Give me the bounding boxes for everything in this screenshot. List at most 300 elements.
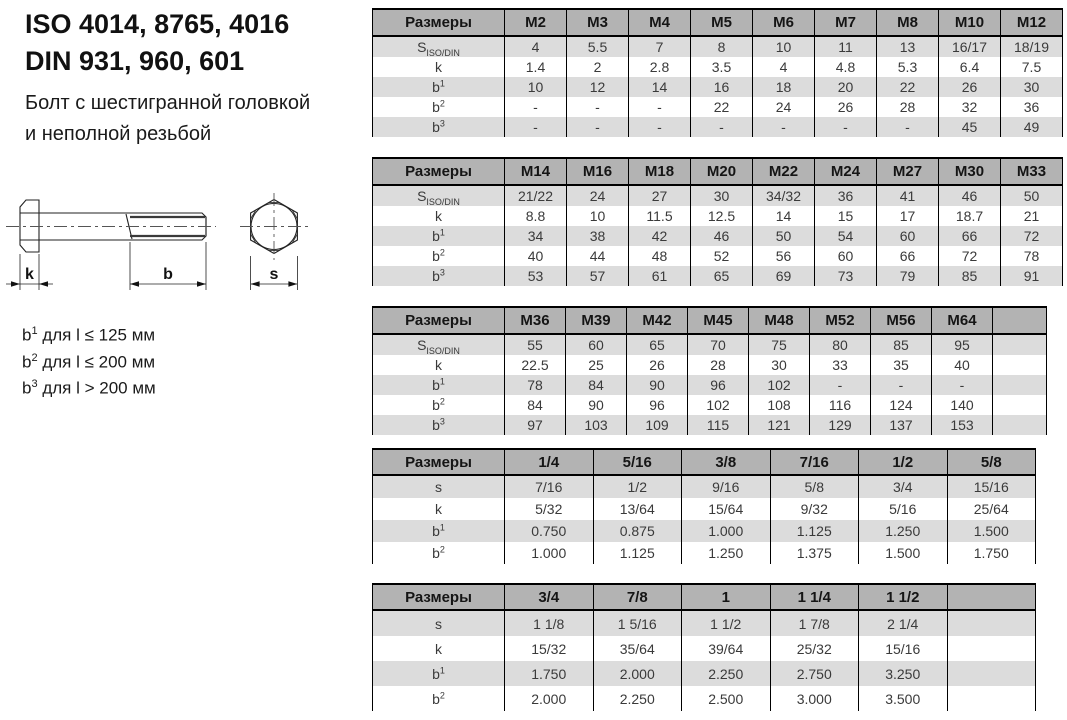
value-cell: 26 [627, 355, 688, 375]
value-cell [993, 355, 1047, 375]
value-cell: 85 [871, 334, 932, 355]
value-cell: 2.250 [593, 686, 682, 711]
value-cell: 57 [567, 266, 629, 286]
dim-label-b: b [163, 266, 173, 283]
value-cell: 72 [939, 246, 1001, 266]
table-row [373, 226, 1063, 246]
value-cell: 30 [749, 355, 810, 375]
value-cell: 28 [877, 97, 939, 117]
value-cell: 30 [691, 185, 753, 206]
value-cell: 3.5 [691, 57, 753, 77]
param-label-cell: $b^2$ [373, 246, 505, 266]
size-header-cell: M2 [505, 9, 567, 36]
value-cell: 7.5 [1001, 57, 1063, 77]
value-cell: 27 [629, 185, 691, 206]
value-cell: 1 7/8 [770, 610, 859, 636]
value-cell: 53 [505, 266, 567, 286]
value-cell: 5.3 [877, 57, 939, 77]
value-cell: - [815, 117, 877, 137]
value-cell: 26 [939, 77, 1001, 97]
param-label-cell: s [373, 610, 505, 636]
value-cell: 16 [691, 77, 753, 97]
value-cell: 10 [567, 206, 629, 226]
value-cell: 3.500 [859, 686, 948, 711]
dimension-table-imperial-3-4-to-1-1-2 [372, 583, 1036, 711]
table-row [373, 97, 1063, 117]
value-cell: 24 [753, 97, 815, 117]
header-row [373, 584, 1036, 610]
table-row [373, 686, 1036, 711]
value-cell: 21/22 [505, 185, 567, 206]
value-cell: 1.500 [947, 520, 1036, 542]
bolt-head-side-view [20, 200, 39, 252]
value-cell: 2.000 [593, 661, 682, 686]
value-cell: 78 [1001, 246, 1063, 266]
param-label-cell: $b^2$ [373, 97, 505, 117]
value-cell: 115 [688, 415, 749, 435]
size-header-cell: M12 [1001, 9, 1063, 36]
value-cell: 56 [753, 246, 815, 266]
value-cell: 40 [932, 355, 993, 375]
param-label-cell: $b^1$ [373, 661, 505, 686]
param-label-cell: $b^2$ [373, 542, 505, 564]
subtitle-line-2: и неполной резьбой [25, 123, 212, 145]
table-row [373, 475, 1036, 498]
value-cell: 84 [566, 375, 627, 395]
table-row [373, 415, 1047, 435]
value-cell: 18 [753, 77, 815, 97]
value-cell: 55 [505, 334, 566, 355]
value-cell: - [567, 97, 629, 117]
value-cell: 14 [753, 206, 815, 226]
value-cell: 13 [877, 36, 939, 57]
thread-length-footnotes [22, 320, 156, 400]
value-cell: - [567, 117, 629, 137]
value-cell: 124 [871, 395, 932, 415]
size-header-cell: 1 [682, 584, 771, 610]
value-cell: 129 [810, 415, 871, 435]
value-cell [947, 610, 1036, 636]
value-cell: 85 [939, 266, 1001, 286]
value-cell: 102 [749, 375, 810, 395]
value-cell: 60 [877, 226, 939, 246]
size-header-cell: M27 [877, 158, 939, 185]
size-header-cell: M20 [691, 158, 753, 185]
value-cell: 18/19 [1001, 36, 1063, 57]
value-cell: 109 [627, 415, 688, 435]
value-cell: 44 [567, 246, 629, 266]
value-cell: 4.8 [815, 57, 877, 77]
size-header-cell [993, 307, 1047, 334]
value-cell: 65 [691, 266, 753, 286]
value-cell: 7 [629, 36, 691, 57]
value-cell: - [691, 117, 753, 137]
size-header-cell: 3/4 [505, 584, 594, 610]
table-row [373, 661, 1036, 686]
value-cell: 97 [505, 415, 566, 435]
value-cell: 3.000 [770, 686, 859, 711]
value-cell: 72 [1001, 226, 1063, 246]
size-header-cell: 1/2 [859, 449, 948, 475]
value-cell: 102 [688, 395, 749, 415]
size-header-cell: M36 [505, 307, 566, 334]
param-label-cell: k [373, 355, 505, 375]
size-header-cell: 1/4 [505, 449, 594, 475]
value-cell: 38 [567, 226, 629, 246]
param-label-cell: k [373, 206, 505, 226]
value-cell: 103 [566, 415, 627, 435]
value-cell: 36 [1001, 97, 1063, 117]
value-cell: 34 [505, 226, 567, 246]
size-header-cell: M14 [505, 158, 567, 185]
size-header-cell: M7 [815, 9, 877, 36]
size-header-cell: M8 [877, 9, 939, 36]
table-row [373, 246, 1063, 266]
params-header-cell: Размеры [373, 9, 505, 36]
value-cell: 12 [567, 77, 629, 97]
value-cell: 21 [1001, 206, 1063, 226]
dim-label-s: s [269, 266, 279, 283]
table-row [373, 498, 1036, 520]
size-header-cell: M30 [939, 158, 1001, 185]
value-cell: 33 [810, 355, 871, 375]
value-cell: 30 [1001, 77, 1063, 97]
value-cell: 10 [505, 77, 567, 97]
value-cell: 90 [627, 375, 688, 395]
value-cell: 6.4 [939, 57, 1001, 77]
header-row [373, 449, 1036, 475]
value-cell: 84 [505, 395, 566, 415]
value-cell: 2 [567, 57, 629, 77]
value-cell: 49 [1001, 117, 1063, 137]
table-row [373, 542, 1036, 564]
value-cell: 140 [932, 395, 993, 415]
param-label-cell: $S_{ISO/DIN}$ [373, 334, 505, 355]
value-cell: 24 [567, 185, 629, 206]
param-label-cell: k [373, 57, 505, 77]
bolt-diagram [2, 190, 347, 315]
value-cell: 1.4 [505, 57, 567, 77]
value-cell: 121 [749, 415, 810, 435]
params-header-cell: Размеры [373, 449, 505, 475]
value-cell [993, 415, 1047, 435]
value-cell: 1 1/2 [682, 610, 771, 636]
value-cell: 73 [815, 266, 877, 286]
value-cell [947, 636, 1036, 661]
value-cell: 1.375 [770, 542, 859, 564]
value-cell: 15/32 [505, 636, 594, 661]
value-cell: - [810, 375, 871, 395]
value-cell: - [871, 375, 932, 395]
value-cell: 1 5/16 [593, 610, 682, 636]
params-header-cell: Размеры [373, 158, 505, 185]
value-cell [993, 375, 1047, 395]
size-header-cell: M3 [567, 9, 629, 36]
table-row [373, 395, 1047, 415]
value-cell: 15/16 [947, 475, 1036, 498]
dimension-table-metric-m36-m64 [372, 306, 1047, 435]
size-header-cell: 7/16 [770, 449, 859, 475]
param-label-cell: $b^2$ [373, 395, 505, 415]
value-cell: 16/17 [939, 36, 1001, 57]
value-cell: 15/16 [859, 636, 948, 661]
value-cell: 70 [688, 334, 749, 355]
value-cell: 2.250 [682, 661, 771, 686]
header-row [373, 307, 1047, 334]
size-header-cell: M42 [627, 307, 688, 334]
value-cell: 3.250 [859, 661, 948, 686]
value-cell: 1.750 [947, 542, 1036, 564]
footnote: $b^3$ для l > 200 мм [22, 378, 156, 398]
size-header-cell: M64 [932, 307, 993, 334]
value-cell: 32 [939, 97, 1001, 117]
value-cell: 8 [691, 36, 753, 57]
table-row [373, 36, 1063, 57]
value-cell: 4 [753, 57, 815, 77]
value-cell: 9/16 [682, 475, 771, 498]
header-row [373, 9, 1063, 36]
page-subtitle [25, 88, 310, 150]
value-cell: 10 [753, 36, 815, 57]
header-row [373, 158, 1063, 185]
value-cell: 1.000 [505, 542, 594, 564]
value-cell: 25 [566, 355, 627, 375]
value-cell: 12.5 [691, 206, 753, 226]
value-cell: 75 [749, 334, 810, 355]
value-cell: 0.750 [505, 520, 594, 542]
value-cell [993, 334, 1047, 355]
param-label-cell: $b^1$ [373, 77, 505, 97]
size-header-cell: M33 [1001, 158, 1063, 185]
size-header-cell: 5/8 [947, 449, 1036, 475]
value-cell: 95 [932, 334, 993, 355]
bolt-head-end-view [240, 193, 308, 260]
value-cell: 50 [753, 226, 815, 246]
value-cell: 18.7 [939, 206, 1001, 226]
title-iso-line: ISO 4014, 8765, 4016 [25, 9, 290, 39]
value-cell: - [753, 117, 815, 137]
value-cell: 46 [691, 226, 753, 246]
value-cell: 2.750 [770, 661, 859, 686]
value-cell: 69 [753, 266, 815, 286]
dimension-b [130, 242, 206, 290]
value-cell: 50 [1001, 185, 1063, 206]
value-cell: 5/16 [859, 498, 948, 520]
value-cell: 1.250 [859, 520, 948, 542]
size-header-cell: M5 [691, 9, 753, 36]
value-cell: 61 [629, 266, 691, 286]
param-label-cell: $b^3$ [373, 117, 505, 137]
value-cell: - [505, 97, 567, 117]
value-cell: 35 [871, 355, 932, 375]
value-cell: 48 [629, 246, 691, 266]
value-cell: 65 [627, 334, 688, 355]
value-cell: 1.750 [505, 661, 594, 686]
value-cell [947, 661, 1036, 686]
page-title [25, 6, 289, 80]
table-row [373, 185, 1063, 206]
value-cell: 91 [1001, 266, 1063, 286]
value-cell: 5.5 [567, 36, 629, 57]
dimension-table-metric-m2-m12 [372, 8, 1063, 137]
param-label-cell: $b^1$ [373, 520, 505, 542]
value-cell: 96 [688, 375, 749, 395]
size-header-cell: 5/16 [593, 449, 682, 475]
param-label-cell: $b^2$ [373, 686, 505, 711]
table-row [373, 266, 1063, 286]
param-label-cell: s [373, 475, 505, 498]
size-header-cell: M18 [629, 158, 691, 185]
size-header-cell: M10 [939, 9, 1001, 36]
value-cell: 25/32 [770, 636, 859, 661]
table-row [373, 117, 1063, 137]
size-header-cell [947, 584, 1036, 610]
value-cell: 8.8 [505, 206, 567, 226]
value-cell: 15/64 [682, 498, 771, 520]
value-cell: 20 [815, 77, 877, 97]
table-row [373, 636, 1036, 661]
value-cell: 3/4 [859, 475, 948, 498]
size-header-cell: 1 1/4 [770, 584, 859, 610]
size-header-cell: 1 1/2 [859, 584, 948, 610]
value-cell: 80 [810, 334, 871, 355]
value-cell: 60 [815, 246, 877, 266]
value-cell: 5/8 [770, 475, 859, 498]
table-row [373, 77, 1063, 97]
size-header-cell: 7/8 [593, 584, 682, 610]
value-cell: 153 [932, 415, 993, 435]
value-cell: 2.8 [629, 57, 691, 77]
value-cell: 11.5 [629, 206, 691, 226]
param-label-cell: $S_{ISO/DIN}$ [373, 36, 505, 57]
param-label-cell: $b^3$ [373, 415, 505, 435]
table-row [373, 355, 1047, 375]
value-cell: 40 [505, 246, 567, 266]
param-label-cell: $b^3$ [373, 266, 505, 286]
size-header-cell: M52 [810, 307, 871, 334]
value-cell: 1/2 [593, 475, 682, 498]
value-cell: 35/64 [593, 636, 682, 661]
footnote: $b^1$ для l ≤ 125 мм [22, 325, 156, 345]
value-cell: 1.000 [682, 520, 771, 542]
value-cell: 1.125 [770, 520, 859, 542]
value-cell: 36 [815, 185, 877, 206]
size-header-cell: M39 [566, 307, 627, 334]
value-cell: - [877, 117, 939, 137]
value-cell: 1.250 [682, 542, 771, 564]
value-cell: 39/64 [682, 636, 771, 661]
table-row [373, 375, 1047, 395]
value-cell: 26 [815, 97, 877, 117]
value-cell: 137 [871, 415, 932, 435]
value-cell: 79 [877, 266, 939, 286]
size-header-cell: M48 [749, 307, 810, 334]
dimension-table-imperial-1-4-to-5-8 [372, 448, 1036, 564]
value-cell: 7/16 [505, 475, 594, 498]
value-cell: 45 [939, 117, 1001, 137]
value-cell [947, 686, 1036, 711]
dim-label-k: k [25, 266, 34, 283]
size-header-cell: M56 [871, 307, 932, 334]
value-cell: 1.500 [859, 542, 948, 564]
table-row [373, 610, 1036, 636]
value-cell: 2.500 [682, 686, 771, 711]
size-header-cell: M45 [688, 307, 749, 334]
value-cell: - [505, 117, 567, 137]
subtitle-line-1: Болт с шестигранной головкой [25, 92, 311, 114]
title-din-line: DIN 931, 960, 601 [25, 46, 245, 76]
value-cell [993, 395, 1047, 415]
size-header-cell: M6 [753, 9, 815, 36]
size-header-cell: M22 [753, 158, 815, 185]
value-cell: 25/64 [947, 498, 1036, 520]
footnote: $b^2$ для l ≤ 200 мм [22, 351, 156, 372]
value-cell: 22 [691, 97, 753, 117]
value-cell: 54 [815, 226, 877, 246]
params-header-cell: Размеры [373, 584, 505, 610]
size-header-cell: M4 [629, 9, 691, 36]
value-cell: 108 [749, 395, 810, 415]
value-cell: 34/32 [753, 185, 815, 206]
param-label-cell: k [373, 498, 505, 520]
value-cell: 60 [566, 334, 627, 355]
value-cell: 15 [815, 206, 877, 226]
dimension-s [251, 256, 298, 290]
param-label-cell: $b^1$ [373, 226, 505, 246]
value-cell: - [629, 97, 691, 117]
value-cell: 13/64 [593, 498, 682, 520]
size-header-cell: 3/8 [682, 449, 771, 475]
param-label-cell: $S_{ISO/DIN}$ [373, 185, 505, 206]
value-cell: 1 1/8 [505, 610, 594, 636]
params-header-cell: Размеры [373, 307, 505, 334]
size-header-cell: M16 [567, 158, 629, 185]
table-row [373, 334, 1047, 355]
value-cell: 9/32 [770, 498, 859, 520]
value-cell: 78 [505, 375, 566, 395]
value-cell: 2 1/4 [859, 610, 948, 636]
table-row [373, 520, 1036, 542]
value-cell: 1.125 [593, 542, 682, 564]
param-label-cell: k [373, 636, 505, 661]
value-cell: 90 [566, 395, 627, 415]
value-cell: 41 [877, 185, 939, 206]
value-cell: 116 [810, 395, 871, 415]
value-cell: 11 [815, 36, 877, 57]
value-cell: 2.000 [505, 686, 594, 711]
size-header-cell: M24 [815, 158, 877, 185]
value-cell: 5/32 [505, 498, 594, 520]
table-row [373, 57, 1063, 77]
value-cell: 96 [627, 395, 688, 415]
dimension-table-metric-m14-m33 [372, 157, 1063, 286]
value-cell: - [932, 375, 993, 395]
value-cell: 28 [688, 355, 749, 375]
value-cell: 22.5 [505, 355, 566, 375]
value-cell: 22 [877, 77, 939, 97]
value-cell: 42 [629, 226, 691, 246]
dimension-k [6, 254, 53, 290]
value-cell: 46 [939, 185, 1001, 206]
value-cell: - [629, 117, 691, 137]
table-row [373, 206, 1063, 226]
value-cell: 66 [877, 246, 939, 266]
value-cell: 66 [939, 226, 1001, 246]
value-cell: 52 [691, 246, 753, 266]
value-cell: 0.875 [593, 520, 682, 542]
value-cell: 4 [505, 36, 567, 57]
value-cell: 17 [877, 206, 939, 226]
